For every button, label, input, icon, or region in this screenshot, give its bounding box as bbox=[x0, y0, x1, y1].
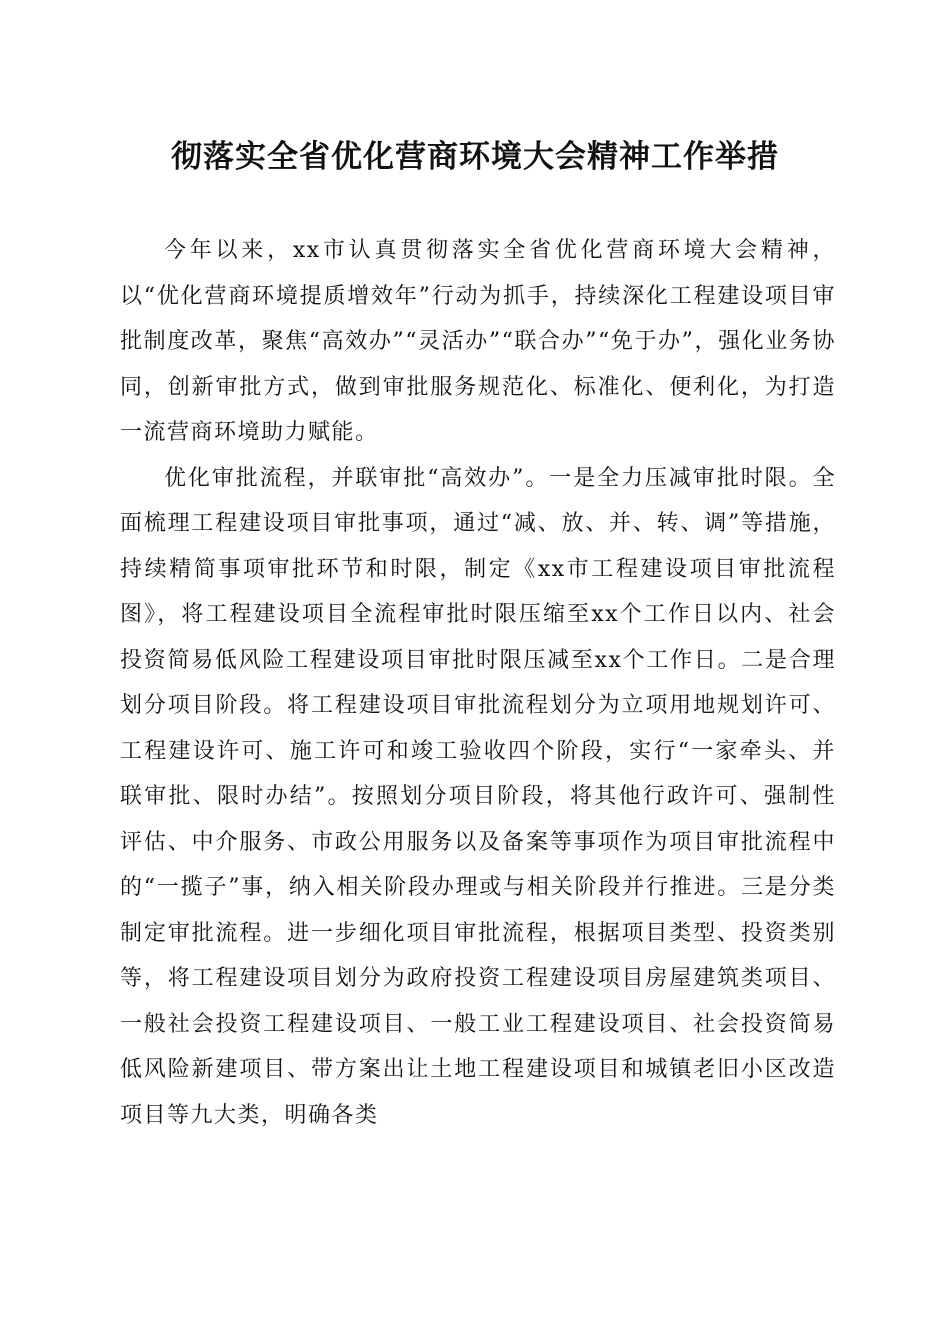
paragraph-approval-process: 优化审批流程，并联审批“高效办”。一是全力压减审批时限。全面梳理工程建设项目审批事项，通过“减、放、并、转、调”等措施，持续精简事项审批环节和时限，制定《xx市工程建设项目审批流程图》，将工程建设项目全流程审批时限压缩至xx个工作日以内、社会投资简易低风险工程建设项目审批时限压减至xx个工作日。二是合理划分项目阶段。将工程建设项目审批流程划分为立项用地规划许可、工程建设许可、施工许可和竣工验收四个阶段，实行“一家牵头、并联审批、限时办结”。按照划分项目阶段，将其他行政许可、强制性评估、中介服务、市政公用服务以及备案等事项作为项目审批流程中的“一揽子”事，纳入相关阶段办理或与相关阶段并行推进。三是分类制定审批流程。进一步细化项目审批流程，根据项目类型、投资类别等，将工程建设项目划分为政府投资工程建设项目房屋建筑类项目、一般社会投资工程建设项目、一般工业工程建设项目、社会投资简易低风险新建项目、带方案出让土地工程建设项目和城镇老旧小区改造项目等九大类，明确各类 bbox=[120, 465, 836, 1128]
document-body bbox=[120, 228, 836, 1138]
document-title: 彻落实全省优化营商环境大会精神工作举措 bbox=[171, 139, 779, 175]
paragraph-intro: 今年以来，xx市认真贯彻落实全省优化营商环境大会精神，以“优化营商环境提质增效年”行动为抓手，持续深化工程建设项目审批制度改革，聚焦“高效办”“灵活办”“联合办”“免于办”，强化业务协同，创新审批方式，做到审批服务规范化、标准化、便利化，为打造一流营商环境助力赋能。 bbox=[120, 238, 836, 445]
